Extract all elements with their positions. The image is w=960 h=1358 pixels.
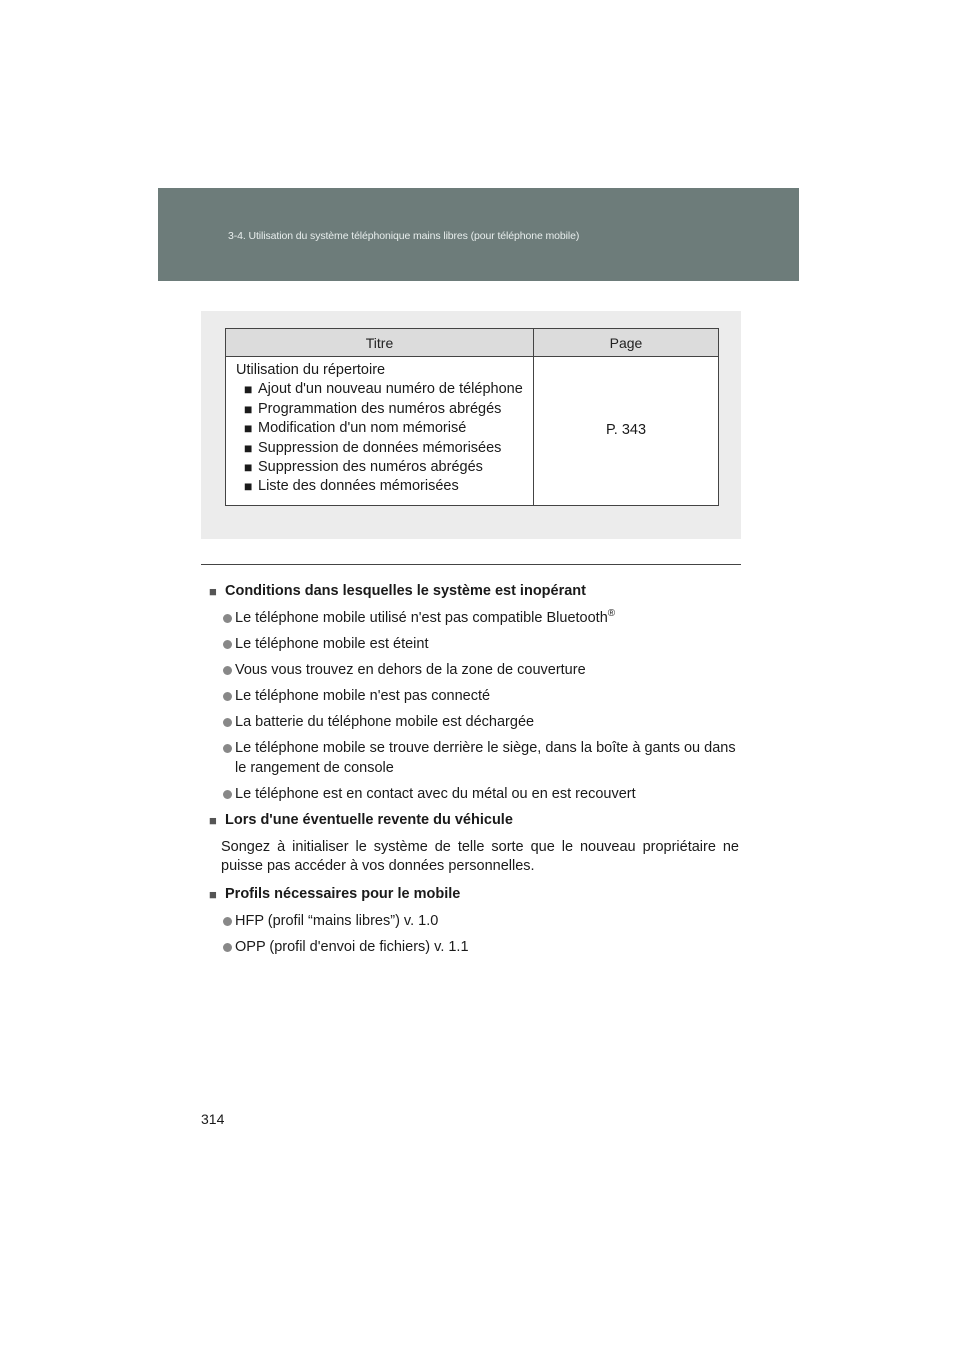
page-number: 314 (201, 1111, 225, 1127)
list-item (209, 635, 739, 655)
list-item (209, 609, 739, 629)
bullet-text: Le téléphone mobile est éteint (235, 636, 429, 652)
list-item (209, 938, 739, 958)
table-row (226, 357, 719, 506)
circle-bullet-icon (223, 943, 232, 952)
bullet-text: Le téléphone mobile se trouve derrière le siège, dans la boîte à gants ou dans le rangement de console (235, 740, 736, 776)
list-item (236, 477, 523, 496)
column-header-page: Page (534, 329, 719, 357)
list-item (236, 400, 523, 419)
sub-item-label: Modification d'un nom mémorisé (258, 420, 467, 437)
list-item (236, 380, 523, 399)
bullet-text: Le téléphone est en contact avec du métal ou en est recouvert (235, 785, 636, 802)
circle-bullet-icon (223, 614, 232, 623)
reference-table (225, 328, 719, 506)
list-item (209, 739, 739, 778)
header-band (158, 188, 799, 281)
bullet-text: HFP (profil “mains libres”) v. 1.0 (235, 912, 439, 929)
list-item (236, 419, 523, 438)
square-bullet-icon: ■ (244, 381, 253, 398)
circle-bullet-icon (223, 692, 232, 701)
sub-item-label: Liste des données mémorisées (258, 478, 459, 495)
square-bullet-icon: ■ (209, 886, 217, 902)
list-item (236, 458, 523, 477)
section-heading (209, 811, 739, 830)
heading-text: Conditions dans lesquelles le système est inopérant (225, 583, 586, 599)
square-bullet-icon: ■ (209, 812, 217, 828)
square-bullet-icon: ■ (244, 400, 253, 417)
section-heading (209, 885, 739, 904)
square-bullet-icon: ■ (244, 420, 253, 437)
table-panel (201, 311, 741, 539)
square-bullet-icon: ■ (244, 439, 253, 456)
section-paragraph: Songez à initialiser le système de telle sorte que le nouveau propriétaire ne puisse pas accéder à vos données personnelles. (221, 838, 739, 874)
bullet-text: Vous vous trouvez en dehors de la zone de couverture (235, 662, 586, 678)
circle-bullet-icon (223, 666, 232, 675)
page-reference: P. 343 (534, 357, 719, 506)
circle-bullet-icon (223, 744, 232, 753)
bullet-text: OPP (profil d'envoi de fichiers) v. 1.1 (235, 938, 469, 955)
sub-item-label: Ajout d'un nouveau numéro de téléphone (258, 381, 523, 398)
row-main-title: Utilisation du répertoire (236, 362, 386, 378)
section-heading (209, 582, 739, 601)
circle-bullet-icon (223, 917, 232, 926)
square-bullet-icon: ■ (244, 459, 253, 476)
list-item (209, 661, 739, 681)
section-title: 3-4. Utilisation du système téléphonique mains libres (pour téléphone mobile) (228, 230, 580, 242)
list-item (236, 439, 523, 458)
table-header-row (226, 329, 719, 357)
square-bullet-icon: ■ (209, 584, 217, 599)
notes-content (209, 582, 739, 964)
circle-bullet-icon (223, 790, 232, 799)
section-divider (201, 564, 741, 565)
list-item (209, 687, 739, 707)
sub-item-label: Suppression des numéros abrégés (258, 459, 483, 476)
circle-bullet-icon (223, 640, 232, 649)
circle-bullet-icon (223, 718, 232, 727)
list-item (209, 912, 739, 932)
heading-text: Lors d'une éventuelle revente du véhicule (225, 811, 513, 828)
bullet-text: La batterie du téléphone mobile est déchargée (235, 714, 535, 730)
title-cell (226, 357, 534, 506)
list-item (209, 785, 739, 805)
heading-text: Profils nécessaires pour le mobile (225, 885, 461, 902)
bullet-text: Le téléphone mobile utilisé n'est pas compatible Bluetooth (235, 610, 608, 626)
square-bullet-icon: ■ (244, 478, 253, 495)
registered-mark: ® (607, 608, 616, 620)
column-header-title: Titre (226, 329, 534, 357)
bullet-text: Le téléphone mobile n'est pas connecté (235, 688, 491, 704)
list-item (209, 713, 739, 733)
sub-item-label: Suppression de données mémorisées (258, 439, 502, 456)
sub-item-label: Programmation des numéros abrégés (258, 400, 502, 417)
